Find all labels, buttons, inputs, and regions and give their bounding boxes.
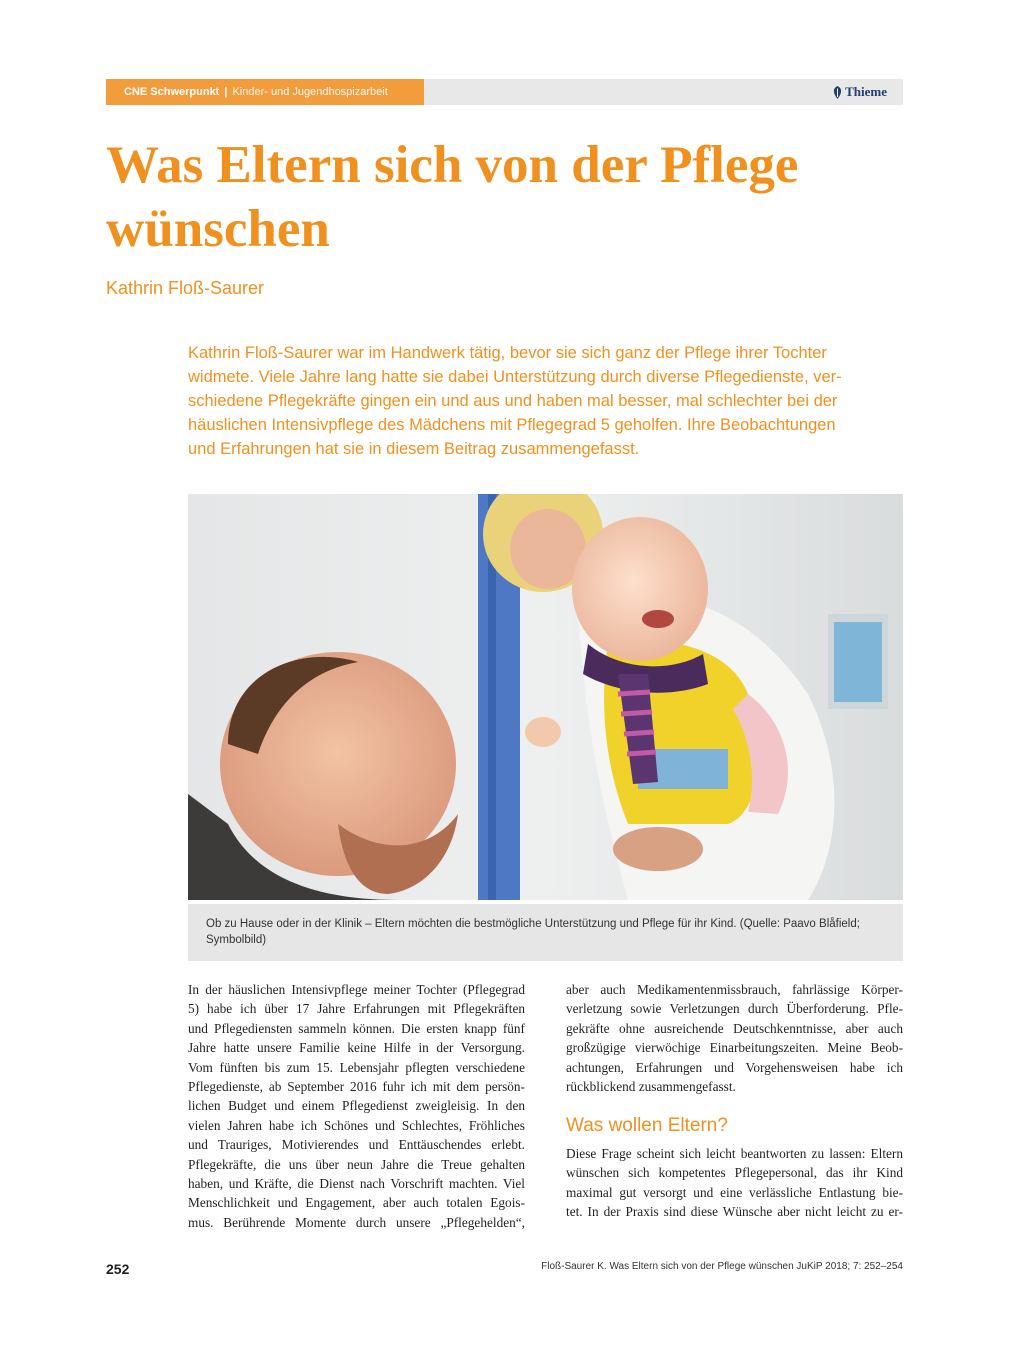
- body-line: Jahre hatte unsere Familie keine Hilfe in der Versorgung.: [188, 1040, 525, 1056]
- thieme-logo-icon: [833, 86, 842, 99]
- article-title: [106, 133, 906, 261]
- body-line: In der häuslichen Intensivpflege meiner Tochter (Pflegegrad: [188, 982, 525, 997]
- body-line: lichen Budget und einem Pflegedienst zweigleisig. In den: [188, 1098, 525, 1114]
- body-line: wünschen sich kompetentes Pflegepersonal, das ihr Kind: [566, 1165, 903, 1181]
- body-line: vielen Jahren habe ich Schönes und Schlechtes, Fröhliches: [188, 1117, 525, 1133]
- body-line: aber auch Medikamentenmissbrauch, fahrlässige Körper-: [566, 982, 903, 997]
- section-tag: [106, 79, 424, 105]
- section-heading: Was wollen Eltern?: [566, 1115, 728, 1137]
- body-line: Pflegekräfte, die uns über neun Jahre die Treue gehalten: [188, 1156, 525, 1172]
- title-line-1: Was Eltern sich von der Pflege: [106, 136, 799, 194]
- body-line: verletzung sowie Verletzungen durch Überforderung. Pfle-: [566, 1001, 903, 1017]
- intro-paragraph: [188, 341, 903, 461]
- header-band: [106, 79, 903, 105]
- body-line: Diese Frage scheint sich leicht beantworten zu lassen: Eltern: [566, 1145, 903, 1161]
- body-line: rückblickend zusammengefasst.: [566, 1079, 736, 1095]
- intro-line: und Erfahrungen hat sie in diesem Beitrag zusammengefasst.: [188, 440, 640, 458]
- page-number: 252: [106, 1261, 130, 1277]
- body-line: mus. Berührende Momente durch unsere „Pflegehelden“,: [188, 1214, 525, 1230]
- caption-line: Ob zu Hause oder in der Klinik – Eltern möchten die bestmögliche Unterstützung und Pflege für ihr Kind. (Quelle: Paavo Blåfield;: [206, 918, 860, 930]
- body-column-left: [188, 980, 525, 1232]
- author-name: Kathrin Floß-Saurer: [106, 278, 265, 298]
- body-line: und Trauriges, Motivierendes und Enttäuschendes erlebt.: [188, 1137, 525, 1153]
- publisher-logo: [833, 79, 887, 105]
- body-line: gekräfte ohne ausreichende Deutschkenntnisse, aber auch: [566, 1020, 903, 1036]
- section-separator: |: [224, 86, 228, 98]
- caption-line: Symbolbild): [206, 934, 267, 946]
- title-line-2: wünschen: [106, 200, 330, 258]
- intro-line: widmete. Viele Jahre lang hatte sie dabei Unterstützung durch diverse Pflegedienste, ver-: [188, 368, 842, 386]
- body-line: Vom fünften bis zum 15. Lebensjahr pflegten verschiedene: [188, 1059, 525, 1075]
- body-line: haben, und Kräfte, die Dienst nach Vorschrift machten. Viel: [188, 1176, 525, 1192]
- intro-line: schiedene Pflegekräfte gingen ein und aus und haben mal besser, mal schlechter bei der: [188, 392, 838, 410]
- photo-illustration: [188, 494, 903, 900]
- section-label: CNE Schwerpunkt: [124, 86, 220, 98]
- body-line: Menschlichkeit und Engagement, aber auch totalen Egois-: [188, 1195, 525, 1211]
- body-line: 5) habe ich über 17 Jahre Erfahrungen mit Pflegekräften: [188, 1001, 525, 1017]
- intro-line: häuslichen Intensivpflege des Mädchens mit Pflegegrad 5 geholfen. Ihre Beobachtungen: [188, 416, 836, 434]
- body-column-right: [566, 980, 903, 1221]
- publisher-name: Thieme: [845, 84, 887, 99]
- body-line: tet. In der Praxis sind diese Wünsche aber nicht leicht zu er-: [566, 1204, 903, 1220]
- body-line: achtungen, Erfahrungen und Vorgehensweisen habe ich: [566, 1059, 903, 1075]
- citation: Floß-Saurer K. Was Eltern sich von der Pflege wünschen JuKiP 2018; 7: 252–254: [541, 1261, 903, 1272]
- body-line: und Pflegediensten sammeln können. Die ersten knapp fünf: [188, 1020, 525, 1036]
- topic-label: Kinder- und Jugendhospizarbeit: [232, 86, 388, 98]
- body-line: maximal gut versorgt und eine verlässliche Entlastung bie-: [566, 1184, 903, 1200]
- body-line: Pflegedienste, ab September 2016 fuhr ich mit dem persön-: [188, 1079, 525, 1095]
- article-photo: [188, 494, 903, 900]
- intro-line: Kathrin Floß-Saurer war im Handwerk tätig, bevor sie sich ganz der Pflege ihrer Tochter: [188, 344, 827, 362]
- body-line: großzügige vierwöchige Einarbeitungszeiten. Meine Beob-: [566, 1040, 903, 1056]
- photo-caption: [188, 904, 903, 961]
